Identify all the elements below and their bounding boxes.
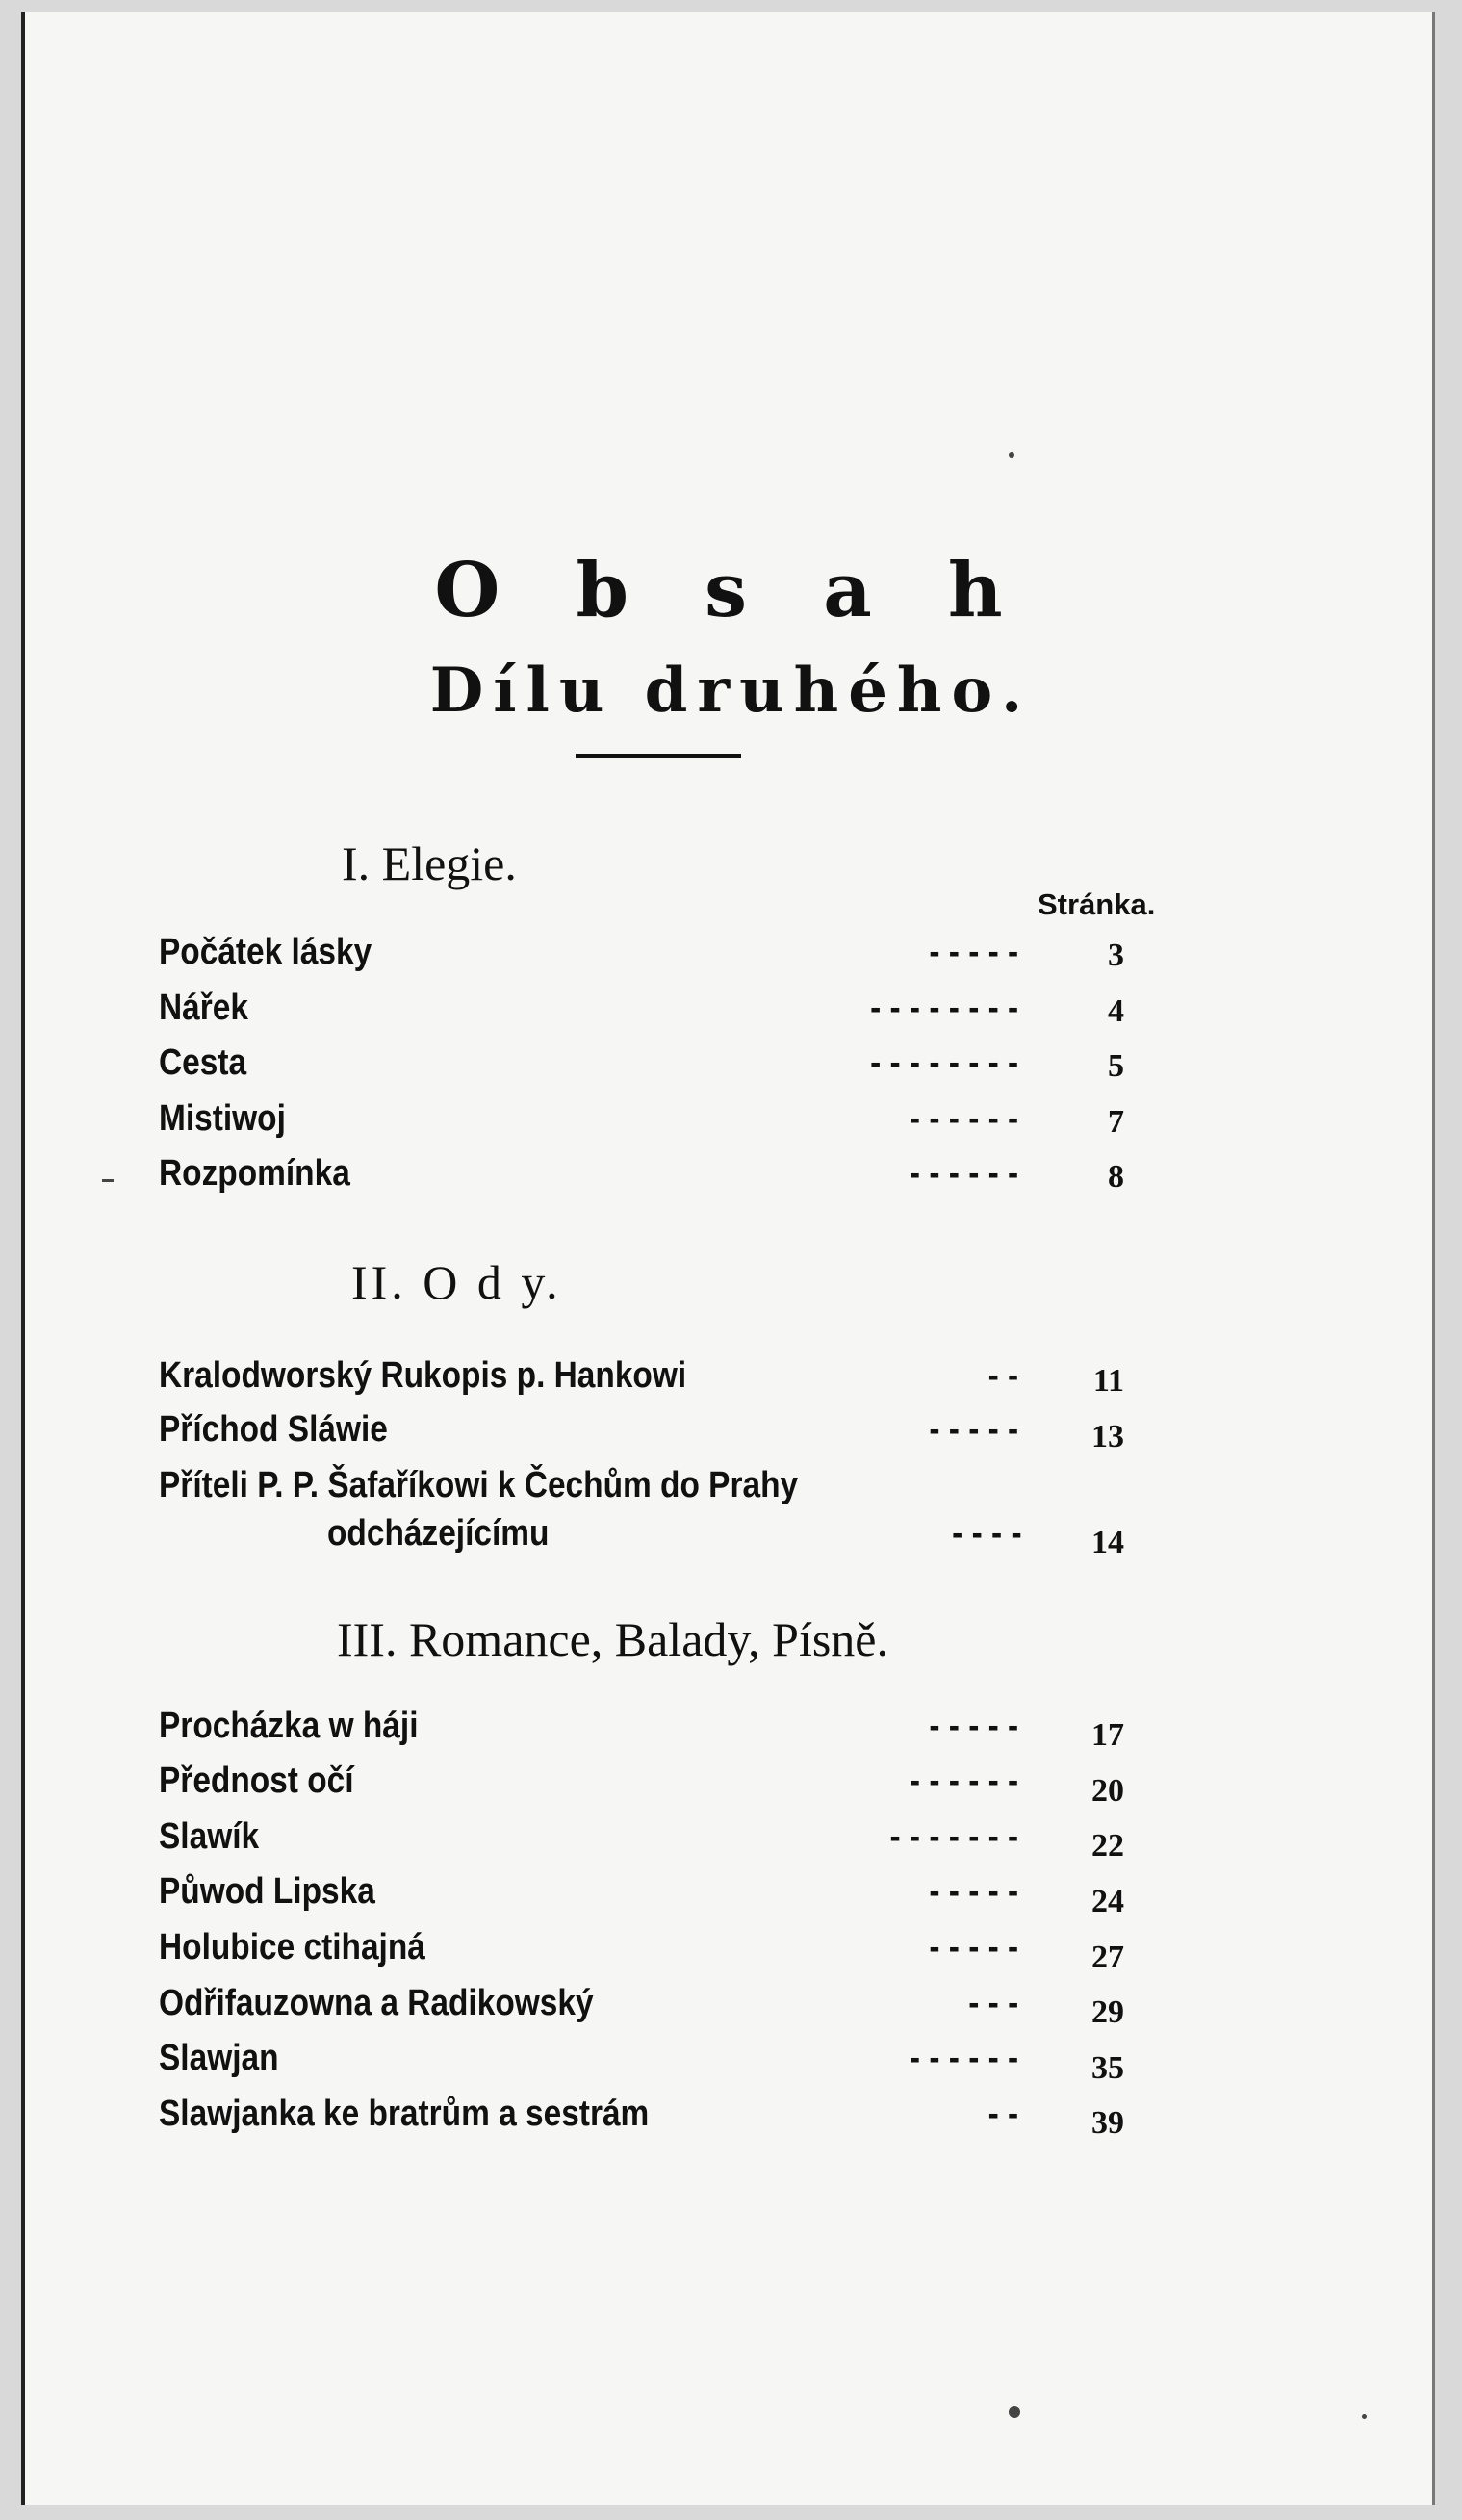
toc-page-number: 29 [1091,1994,1124,2030]
toc-entry-label: Příteli P. P. Šafaříkowi k Čechům do Prahy [159,1465,799,1505]
section-heading-elegie: I. Elegie. [342,836,517,890]
toc-leader: - - [987,1355,1019,1396]
toc-entry [159,1355,1019,1405]
toc-entry [159,2094,1019,2144]
toc-entry-label: Nářek [159,988,248,1028]
toc-leader: - - - - - - - - [870,988,1019,1028]
toc-leader: - - - - - [929,1927,1019,1967]
toc-entry [159,1098,1019,1148]
toc-entry-label: Cesta [159,1042,247,1083]
toc-entry-label: Slawík [159,1816,260,1857]
page-column-label: Stránka. [1038,887,1156,921]
toc-entry-label: Rozpomínka [159,1153,350,1194]
toc-page-number: 8 [1108,1159,1124,1195]
toc-entry [159,1042,1019,1093]
toc-page-number: 11 [1092,1363,1124,1399]
toc-page-number: 27 [1091,1940,1124,1975]
toc-page-number: 35 [1091,2050,1124,2086]
toc-entry [159,1706,1019,1756]
toc-entry [159,1153,1019,1203]
toc-entry-label: Odřifauzowna a Radikowský [159,1983,594,2023]
toc-entry-label: odcházejícímu [327,1513,550,1554]
toc-page-number: 20 [1091,1773,1124,1809]
toc-page-number: 14 [1091,1525,1124,1560]
scan-speck [1009,2406,1020,2418]
toc-page-number: 3 [1108,938,1124,973]
scan-speck [1362,2414,1367,2419]
toc-entry-label: Příchod Sláwie [159,1409,388,1450]
toc-entry [159,932,1019,982]
toc-page-number: 24 [1091,1884,1124,1919]
toc-entry [159,1465,1006,1515]
section-heading-romance: III. Romance, Balady, Písně. [337,1612,888,1666]
toc-entry [159,2038,1019,2088]
toc-entry [159,1983,1019,2033]
toc-entry [159,1816,1019,1866]
toc-leader: - - [987,2094,1019,2134]
page-subtitle: Dílu druhého. [429,655,1033,727]
toc-page-number: 5 [1108,1048,1124,1084]
toc-leader: - - - - - - [909,2038,1019,2078]
toc-page-number: 39 [1091,2105,1124,2141]
toc-entry-label: Půwod Lipska [159,1871,375,1912]
toc-leader: - - - - - [929,1409,1019,1450]
toc-leader: - - - [968,1983,1019,2023]
toc-leader: - - - - - [929,1706,1019,1746]
toc-entry-label: Holubice ctihajná [159,1927,425,1967]
toc-entry-label: Přednost očí [159,1761,354,1801]
toc-page-number: 22 [1091,1828,1124,1864]
toc-entry [159,1871,1019,1921]
toc-page-number: 13 [1091,1419,1124,1454]
toc-leader: - - - - [952,1513,1022,1554]
toc-page-number: 17 [1091,1717,1124,1753]
toc-leader: - - - - - - - - [870,1042,1019,1083]
toc-page-number: 4 [1108,993,1124,1029]
toc-entry [159,1927,1019,1977]
toc-entry [327,1513,1022,1563]
toc-entry-label: Procházka w háji [159,1706,419,1746]
toc-entry [159,988,1019,1038]
toc-entry [159,1409,1019,1459]
toc-leader: - - - - - - [909,1153,1019,1194]
page-title: O b s a h [434,547,1028,634]
toc-entry-label: Počátek lásky [159,932,372,972]
toc-leader: - - - - - - - [889,1816,1019,1857]
title-rule [576,754,741,758]
section-heading-ody: II. O d y. [351,1255,562,1309]
toc-entry [159,1761,1019,1811]
toc-entry-label: Mistiwoj [159,1098,286,1139]
toc-entry-label: Kralodworský Rukopis p. Hankowi [159,1355,687,1396]
toc-leader: - - - - - - [909,1098,1019,1139]
toc-leader: - - - - - [929,1871,1019,1912]
toc-entry-label: Slawjanka ke bratrům a sestrám [159,2094,650,2134]
scan-speck [102,1179,114,1182]
toc-leader: - - - - - [929,932,1019,972]
toc-entry-label: Slawjan [159,2038,279,2078]
toc-page-number: 7 [1108,1104,1124,1140]
toc-leader: - - - - - - [909,1761,1019,1801]
scan-speck [1009,452,1014,458]
